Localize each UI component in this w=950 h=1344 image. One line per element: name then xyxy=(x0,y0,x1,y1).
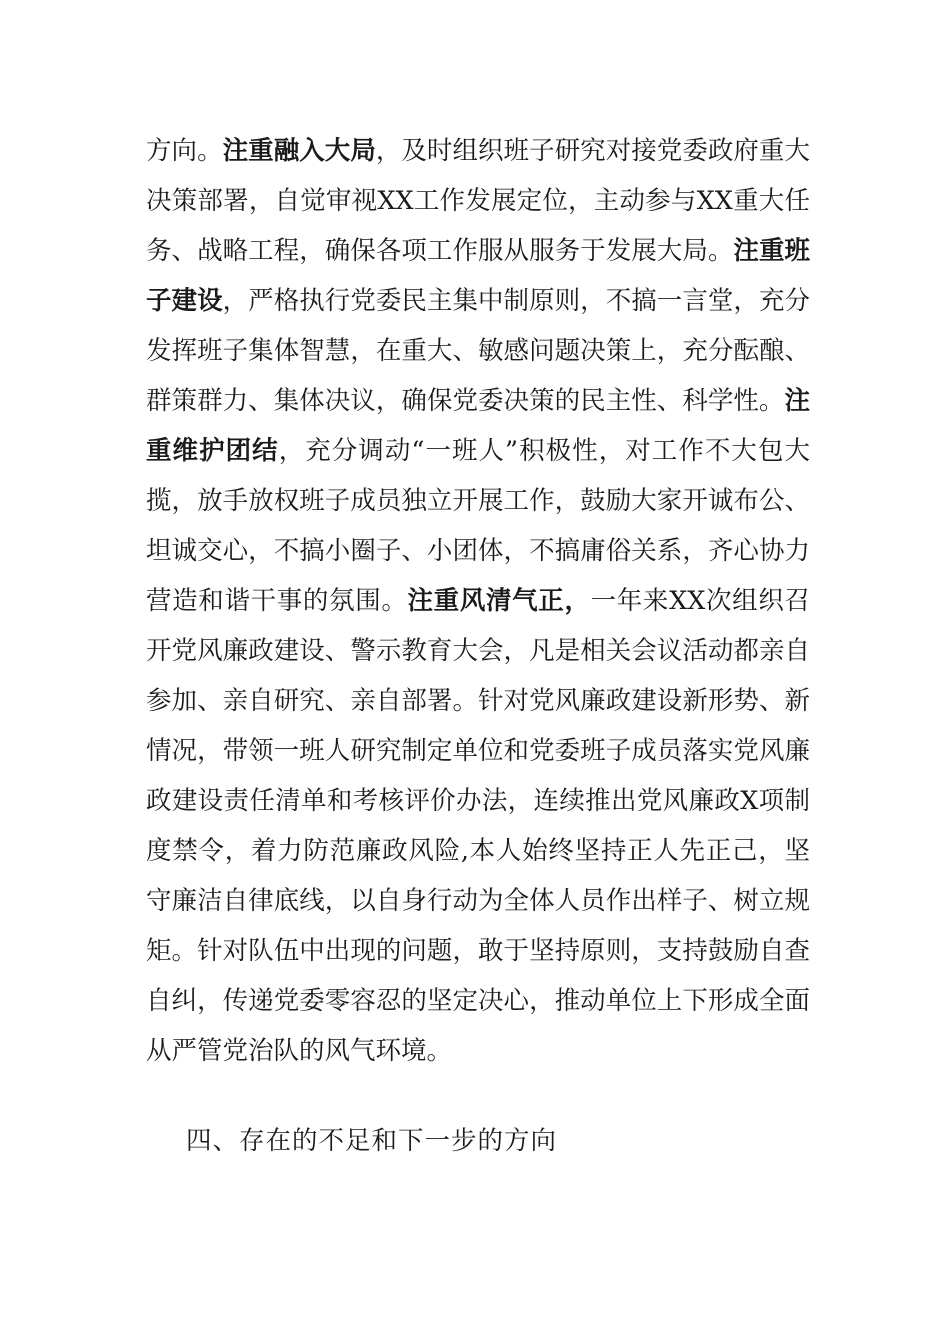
text-run: 政建设责任清单和考核评价办法，连续推出党风廉政X项制 xyxy=(146,786,810,816)
text-run: 守廉洁自律底线，以自身行动为全体人员作出样子、树立规 xyxy=(146,886,810,916)
paragraph-line xyxy=(146,676,810,726)
section-heading: 四、存在的不足和下一步的方向 xyxy=(186,1126,558,1156)
text-run: 矩。针对队伍中出现的问题，敢于坚持原则，支持鼓励自查 xyxy=(146,936,810,966)
bold-keyphrase: 子建设 xyxy=(146,286,223,316)
paragraph-line xyxy=(146,226,810,276)
text-run: 揽，放手放权班子成员独立开展工作，鼓励大家开诚布公、 xyxy=(146,486,810,516)
text-run: 度禁令，着力防范廉政风险,本人始终坚持正人先正己，坚 xyxy=(146,836,810,866)
bold-keyphrase: 重维护团结 xyxy=(146,436,279,466)
bold-keyphrase: 注重班 xyxy=(733,236,810,266)
paragraph-line xyxy=(146,576,810,626)
paragraph-line xyxy=(146,776,810,826)
bold-keyphrase: 注 xyxy=(784,386,810,416)
paragraph-line xyxy=(146,876,810,926)
paragraph-line xyxy=(146,176,810,226)
bold-keyphrase: 注重融入大局 xyxy=(222,136,376,166)
text-run: ，及时组织班子研究对接党委政府重大 xyxy=(375,136,810,166)
paragraph-line xyxy=(146,426,810,476)
text-run: 营造和谐干事的氛围。 xyxy=(146,586,408,616)
text-run: 发挥班子集体智慧，在重大、敏感问题决策上，充分酝酿、 xyxy=(146,336,810,366)
paragraph-line xyxy=(146,726,810,776)
paragraph-line xyxy=(146,126,810,176)
text-run: 从严管党治队的风气环境。 xyxy=(146,1036,453,1066)
paragraph-line xyxy=(146,526,810,576)
paragraph-line xyxy=(146,1026,810,1076)
text-run: 情况，带领一班人研究制定单位和党委班子成员落实党风廉 xyxy=(146,736,810,766)
paragraph-line xyxy=(146,476,810,526)
paragraph-line xyxy=(146,626,810,676)
bold-keyphrase: 注重风清气正， xyxy=(407,586,591,616)
text-run: 方向。 xyxy=(146,136,223,166)
paragraph-line xyxy=(146,376,810,426)
text-run: 参加、亲自研究、亲自部署。针对党风廉政建设新形势、新 xyxy=(146,686,810,716)
text-run: 决策部署，自觉审视XX工作发展定位，主动参与XX重大任 xyxy=(146,186,810,216)
paragraph-line xyxy=(146,926,810,976)
body-paragraph xyxy=(146,126,810,1076)
text-run: ，充分调动“一班人”积极性，对工作不大包大 xyxy=(278,436,810,466)
paragraph-line xyxy=(146,326,810,376)
text-run: ，严格执行党委民主集中制原则，不搞一言堂，充分 xyxy=(222,286,810,316)
paragraph-line xyxy=(146,826,810,876)
paragraph-line xyxy=(146,976,810,1026)
text-run: 坦诚交心，不搞小圈子、小团体，不搞庸俗关系，齐心协力 xyxy=(146,536,810,566)
text-run: 一年来XX次组织召 xyxy=(590,586,810,616)
text-run: 开党风廉政建设、警示教育大会，凡是相关会议活动都亲自 xyxy=(146,636,810,666)
text-run: 务、战略工程，确保各项工作服从服务于发展大局。 xyxy=(146,236,734,266)
text-run: 自纠，传递党委零容忍的坚定决心，推动单位上下形成全面 xyxy=(146,986,810,1016)
text-run: 群策群力、集体决议，确保党委决策的民主性、科学性。 xyxy=(146,386,785,416)
paragraph-line xyxy=(146,276,810,326)
